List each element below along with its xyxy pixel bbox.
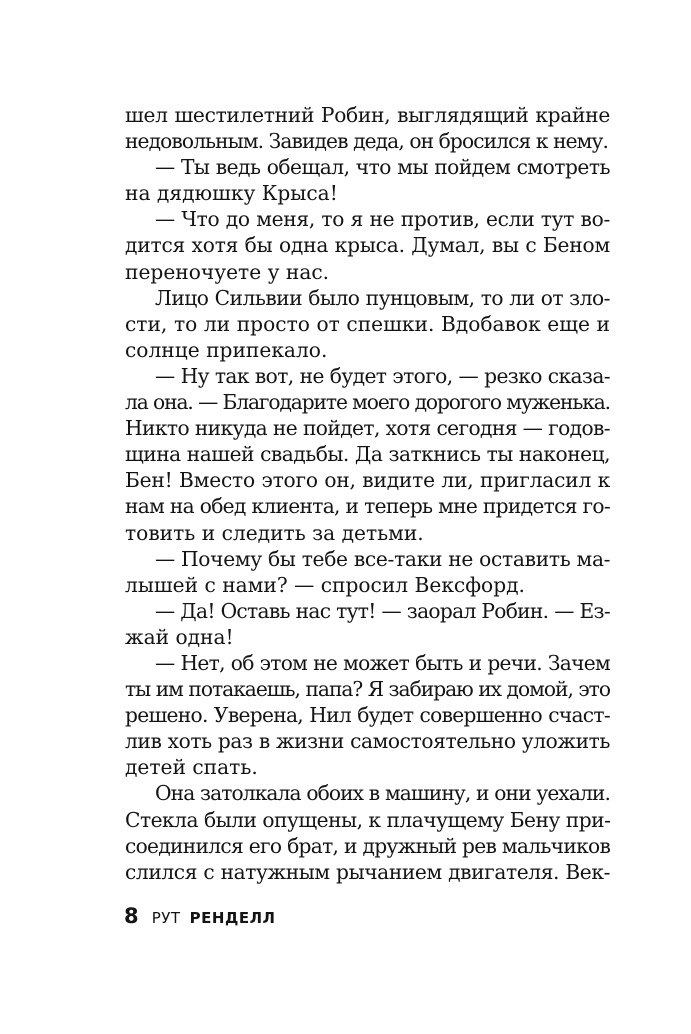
text-line: ты им потакаешь, папа? Я забираю их домой, это [125,677,610,702]
text-line: Стекла были опущены, к плачущему Бену при- [125,807,611,832]
text-line: — Что до меня, то я не против, если тут во- [155,207,610,232]
text-line: соединился его брат, и дружный рев мальчиков [125,833,611,858]
text-line: переночуете у нас. [125,259,330,284]
text-line: слился с натужным рычанием двигателя. Век- [125,859,610,884]
text-line: щина нашей свадьбы. Да заткнись ты наконец, [125,442,610,467]
text-line: товить и следить за детьми. [125,520,424,545]
text-line: — Ты ведь обещал, что мы пойдем смотреть [155,155,610,180]
text-line: дится хотя бы одна крыса. Думал, вы с Беном [125,233,610,258]
text-line: — Нет, об этом не может быть и речи. Зачем [155,650,610,675]
text-line: Лицо Сильвии было пунцовым, то ли от зло- [155,285,610,310]
text-line: — Ну так вот, не будет этого, — резко сказа- [155,363,610,388]
page-number: 8 [124,904,139,928]
text-line: — Почему бы тебе все-таки не оставить ма- [155,546,611,571]
text-line: ла она. — Благодарите моего дорогого муженька. [125,390,610,415]
text-line: шел шестилетний Робин, выглядящий крайне [125,103,610,127]
text-line: нам на обед клиента, и теперь мне придется го- [125,494,610,519]
text-line: лышей с нами? — спросил Вексфорд. [125,572,525,597]
page-footer [124,904,276,928]
author-last-name: РЕНДЕЛЛ [189,909,276,927]
body-text [125,102,610,885]
text-line: Никто никуда не пойдет, хотя сегодня — годов- [125,416,610,441]
text-line: жай одна! [125,624,234,649]
text-line: — Да! Оставь нас тут! — заорал Робин. — Ез- [155,598,610,623]
text-line: недовольным. Завидев деда, он бросился к нему. [125,129,608,154]
text-line: лив хоть раз в жизни самостоятельно уложить [125,729,610,754]
text-line: решено. Уверена, Нил будет совершенно счаст- [125,703,610,728]
text-line: сти, то ли просто от спешки. Вдобавок еще и [125,311,610,336]
text-line: детей спать. [125,755,258,780]
text-line: на дядюшку Крыса! [125,181,338,206]
text-line: Она затолкала обоих в машину, и они уехали. [155,781,610,806]
text-line: Бен! Вместо этого он, видите ли, пригласил к [125,468,610,493]
author-first-name: РУТ [151,909,181,927]
text-line: солнце припекало. [125,337,328,362]
